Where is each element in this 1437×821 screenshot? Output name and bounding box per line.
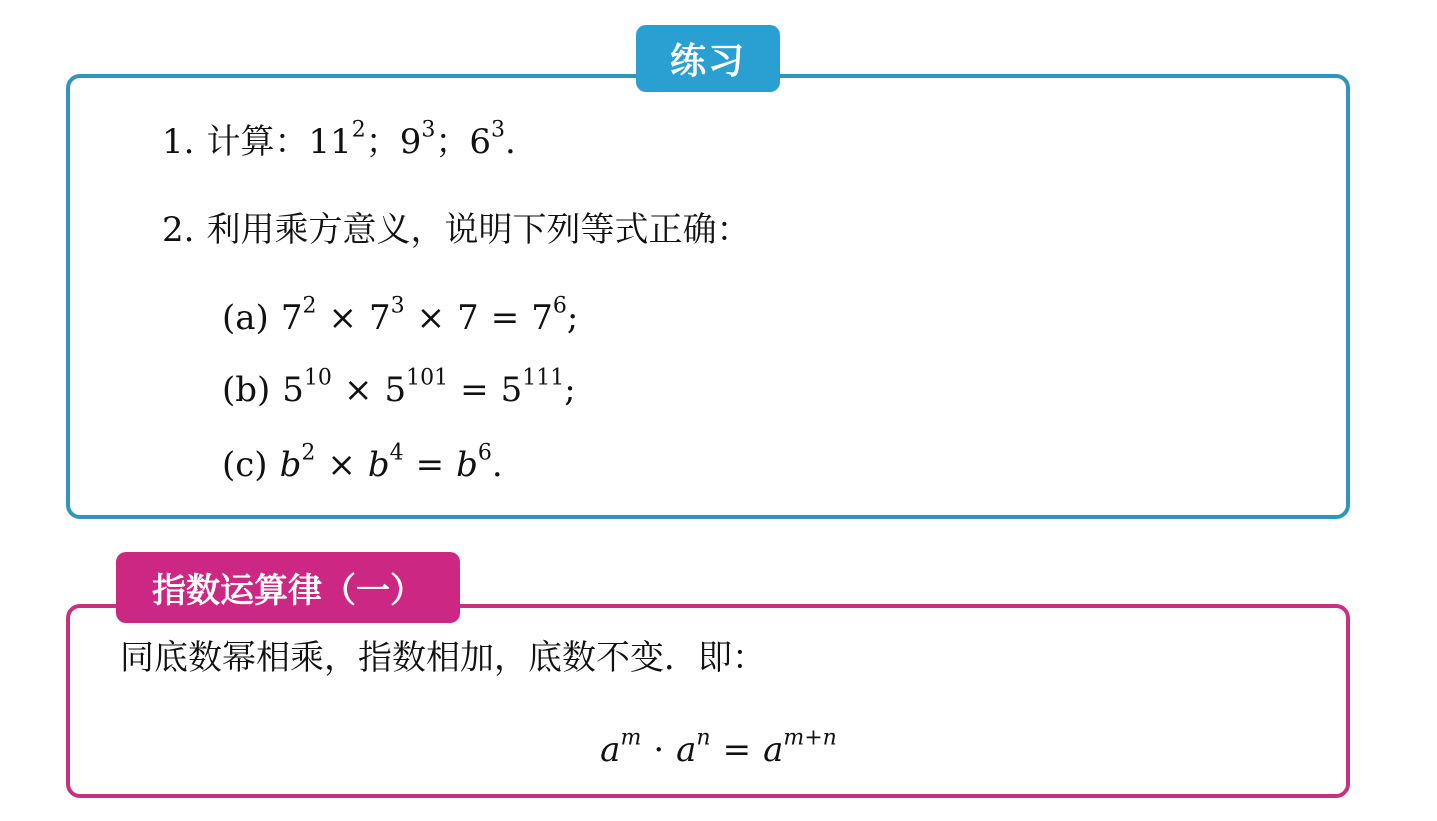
power-exponent: 101 xyxy=(406,365,449,391)
terminator: ; xyxy=(566,298,579,338)
separator: ； xyxy=(365,122,400,162)
power-exponent: 3 xyxy=(390,293,405,319)
power-base: 6 xyxy=(469,122,491,162)
power-base: 5 xyxy=(500,370,523,410)
times-operator: × xyxy=(328,298,357,338)
power-exponent: 111 xyxy=(522,365,565,391)
equals-sign: = xyxy=(415,445,445,485)
power-base: b xyxy=(367,445,390,485)
item-lead: 计算： xyxy=(206,122,309,162)
power-base: a xyxy=(600,730,621,770)
power-exponent: 6 xyxy=(477,440,492,466)
subitem-label: (c) xyxy=(222,445,268,485)
factor: 7 xyxy=(457,298,479,338)
power-base: b xyxy=(279,445,302,485)
power-base: a xyxy=(676,730,697,770)
times-operator: × xyxy=(327,445,356,485)
power-exponent: m xyxy=(620,725,642,751)
item-text: 利用乘方意义，说明下列等式正确： xyxy=(206,210,751,250)
power-exponent: 2 xyxy=(351,117,366,143)
terminator: ; xyxy=(564,370,576,410)
law-formula xyxy=(0,725,1437,770)
power-base: b xyxy=(456,445,478,485)
equals-sign: = xyxy=(722,730,752,770)
power-base: 7 xyxy=(280,298,303,338)
item-number: 1. xyxy=(162,122,195,162)
subitem-label: (a) xyxy=(222,298,269,338)
item-number: 2. xyxy=(162,210,195,250)
power-base: 7 xyxy=(531,298,553,338)
subitem-a xyxy=(222,293,579,338)
power-exponent: n xyxy=(696,725,711,751)
times-operator: × xyxy=(416,298,446,338)
power-exponent: 3 xyxy=(491,117,505,143)
power-base: a xyxy=(763,730,784,770)
law-title-tab xyxy=(116,552,460,623)
power-exponent: 4 xyxy=(389,440,404,466)
dot-operator: · xyxy=(653,730,665,770)
period: . xyxy=(505,122,516,162)
equals-sign: = xyxy=(490,298,520,338)
power-base: 9 xyxy=(399,122,422,162)
terminator: . xyxy=(491,445,503,485)
power-exponent: 10 xyxy=(303,365,332,391)
exercise-title: 练习 xyxy=(669,41,746,82)
power-exponent: m+n xyxy=(783,725,837,751)
exercise-item-1 xyxy=(162,117,516,162)
power-base: 5 xyxy=(282,370,304,410)
times-operator: × xyxy=(343,370,373,410)
equals-sign: = xyxy=(460,370,489,410)
subitem-b xyxy=(222,365,576,410)
power-base: 7 xyxy=(368,298,391,338)
subitem-c xyxy=(222,440,503,485)
power-exponent: 2 xyxy=(301,440,316,466)
exercise-title-tab xyxy=(636,25,780,92)
subitem-label: (b) xyxy=(222,370,271,410)
separator: ； xyxy=(435,122,470,162)
power-exponent: 2 xyxy=(302,293,317,319)
power-exponent: 6 xyxy=(552,293,567,319)
power-base: 11 xyxy=(308,122,352,162)
exercise-item-2 xyxy=(162,210,750,250)
power-exponent: 3 xyxy=(421,117,436,143)
law-statement: 同底数幂相乘，指数相加，底数不变．即： xyxy=(120,638,766,678)
power-base: 5 xyxy=(384,370,407,410)
law-title: 指数运算律（一） xyxy=(152,571,424,611)
